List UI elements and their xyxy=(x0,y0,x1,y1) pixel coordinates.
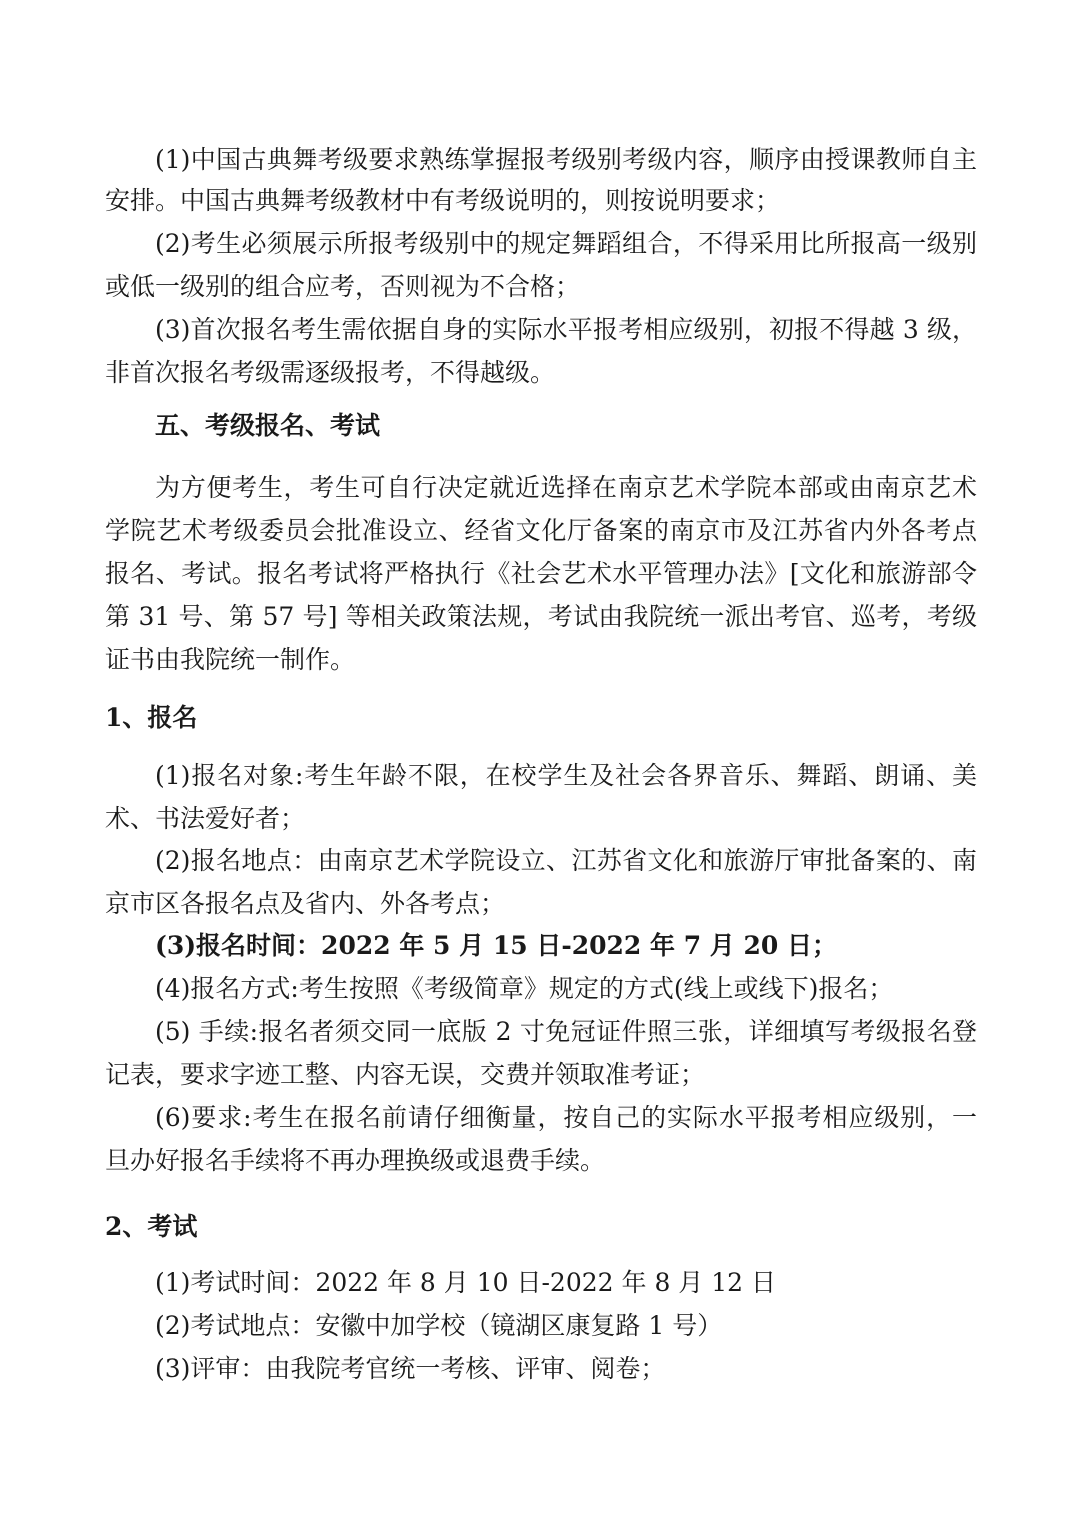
paragraph-line: 京市区各报名点及省内、外各考点； xyxy=(105,889,506,918)
paragraph-line: (1)报名对象:考生年龄不限，在校学生及社会各界音乐、舞蹈、朗诵、美 xyxy=(155,761,977,790)
section-heading: 五、考级报名、考试 xyxy=(155,411,381,440)
paragraph-line: 学院艺术考级委员会批准设立、经省文化厅备案的南京市及江苏省内外各考点 xyxy=(105,516,977,545)
paragraph-line: 或低一级别的组合应考，否则视为不合格； xyxy=(105,272,581,301)
paragraph-line: 报名、考试。报名考试将严格执行《社会艺术水平管理办法》[文化和旅游部令 xyxy=(105,559,977,588)
paragraph-line: (1)中国古典舞考级要求熟练掌握报考级别考级内容，顺序由授课教师自主 xyxy=(155,145,977,174)
paragraph-line: 记表，要求字迹工整、内容无误，交费并领取准考证； xyxy=(105,1060,706,1089)
paragraph-line: 旦办好报名手续将不再办理换级或退费手续。 xyxy=(105,1146,606,1175)
paragraph-line: (5) 手续:报名者须交同一底版 2 寸免冠证件照三张，详细填写考级报名登 xyxy=(155,1017,977,1046)
paragraph-line: (2)考生必须展示所报考级别中的规定舞蹈组合，不得采用比所报高一级别 xyxy=(155,229,977,258)
paragraph-line: 证书由我院统一制作。 xyxy=(105,645,356,674)
paragraph-line: 安排。中国古典舞考级教材中有考级说明的，则按说明要求； xyxy=(105,186,781,215)
paragraph-line: 第 31 号、第 57 号] 等相关政策法规，考试由我院统一派出考官、巡考，考级 xyxy=(105,602,977,631)
paragraph-line: (1)考试时间：2022 年 8 月 10 日-2022 年 8 月 12 日 xyxy=(155,1268,777,1297)
paragraph-line: (6)要求:考生在报名前请仔细衡量，按自己的实际水平报考相应级别，一 xyxy=(155,1103,977,1132)
paragraph-line: (2)报名地点：由南京艺术学院设立、江苏省文化和旅游厅审批备案的、南 xyxy=(155,846,977,875)
paragraph-line: (2)考试地点：安徽中加学校（镜湖区康复路 1 号） xyxy=(155,1311,723,1340)
subsection-heading: 2、考试 xyxy=(105,1212,198,1241)
paragraph-line: 术、书法爱好者； xyxy=(105,804,306,833)
paragraph-line: (4)报名方式:考生按照《考级简章》规定的方式(线上或线下)报名； xyxy=(155,974,894,1003)
paragraph-line: 非首次报名考级需逐级报考，不得越级。 xyxy=(105,358,556,387)
paragraph-line: (3)报名时间：2022 年 5 月 15 日-2022 年 7 月 20 日； xyxy=(155,931,837,960)
subsection-heading: 1、报名 xyxy=(105,703,198,732)
paragraph-line: (3)首次报名考生需依据自身的实际水平报考相应级别，初报不得越 3 级， xyxy=(155,315,977,344)
paragraph-line: (3)评审：由我院考官统一考核、评审、阅卷； xyxy=(155,1354,666,1383)
paragraph-line: 为方便考生，考生可自行决定就近选择在南京艺术学院本部或由南京艺术 xyxy=(155,473,977,502)
